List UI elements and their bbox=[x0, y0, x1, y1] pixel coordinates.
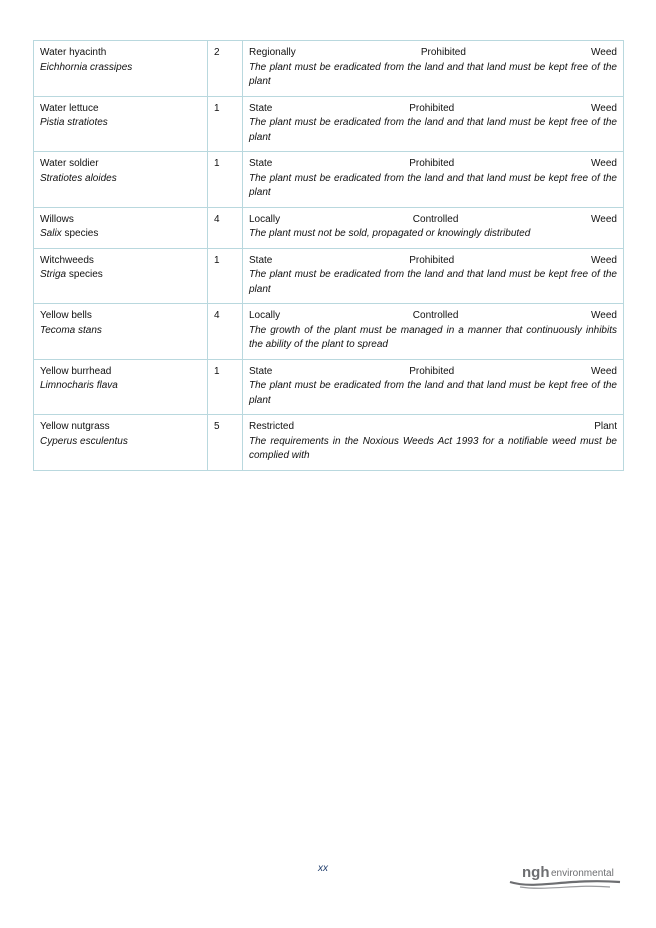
weed-class-word: Weed bbox=[591, 47, 617, 58]
scientific-genus: Cyperus esculentus bbox=[40, 435, 128, 447]
name-cell bbox=[34, 152, 208, 208]
weed-class-word: Prohibited bbox=[409, 254, 455, 266]
table-row bbox=[34, 304, 624, 360]
common-name: Witchweeds bbox=[40, 254, 94, 266]
control-requirement: The plant must be eradicated from the land and that land must be kept free of the plant bbox=[249, 380, 617, 406]
weed-class bbox=[249, 102, 617, 117]
scientific-name bbox=[40, 172, 201, 187]
weed-class-word: State bbox=[249, 158, 273, 169]
control-cell bbox=[243, 152, 624, 208]
control-cell bbox=[243, 248, 624, 304]
weed-class-word: Prohibited bbox=[409, 158, 455, 169]
weed-class-word: Weed bbox=[591, 102, 617, 114]
category-cell: 5 bbox=[208, 415, 243, 471]
common-name: Water lettuce bbox=[40, 102, 99, 114]
scientific-name bbox=[40, 61, 201, 76]
weed-class bbox=[249, 420, 617, 435]
table-row bbox=[34, 207, 624, 248]
scientific-genus: Pistia stratiotes bbox=[40, 117, 108, 128]
weed-class-word: Locally bbox=[249, 310, 281, 321]
table-row bbox=[34, 152, 624, 208]
table-row bbox=[34, 359, 624, 415]
weed-class bbox=[249, 157, 617, 172]
name-cell bbox=[34, 359, 208, 415]
scientific-name bbox=[40, 227, 201, 242]
ngh-environmental-logo bbox=[506, 860, 624, 892]
weed-class bbox=[249, 46, 617, 61]
control-cell bbox=[243, 207, 624, 248]
weed-class-word: Weed bbox=[591, 365, 617, 377]
weed-class-word: State bbox=[249, 254, 273, 266]
weed-class bbox=[249, 365, 617, 380]
weed-class-word: Prohibited bbox=[420, 47, 466, 58]
category-cell: 1 bbox=[208, 152, 243, 208]
logo-swoosh bbox=[510, 881, 620, 885]
scientific-genus: Tecoma stans bbox=[40, 324, 102, 336]
weed-class-word: Plant bbox=[594, 421, 617, 432]
logo-text-ngh: ngh bbox=[522, 864, 550, 881]
weed-class-word: Weed bbox=[591, 213, 617, 225]
scientific-suffix: species bbox=[61, 228, 99, 239]
weed-class-word: Weed bbox=[591, 310, 617, 321]
table-row bbox=[34, 248, 624, 304]
name-cell bbox=[34, 304, 208, 360]
scientific-genus: Striga bbox=[40, 269, 67, 280]
weed-class bbox=[249, 309, 617, 324]
weed-class-word: Prohibited bbox=[409, 365, 455, 377]
table-row bbox=[34, 41, 624, 97]
category-cell: 2 bbox=[208, 41, 243, 97]
weed-class bbox=[249, 254, 617, 269]
scientific-name bbox=[40, 268, 201, 283]
weed-class bbox=[249, 213, 617, 228]
scientific-genus: Stratiotes aloides bbox=[40, 172, 117, 184]
control-requirement: The plant must be eradicated from the land and that land must be kept free of the plant bbox=[249, 117, 617, 143]
scientific-genus: Eichhornia crassipes bbox=[40, 61, 133, 73]
category-cell: 4 bbox=[208, 207, 243, 248]
control-cell bbox=[243, 415, 624, 471]
control-requirement: The plant must not be sold, propagated or knowingly distributed bbox=[249, 228, 531, 239]
scientific-name bbox=[40, 435, 201, 450]
control-cell bbox=[243, 41, 624, 97]
control-requirement: The plant must be eradicated from the land and that land must be kept free of the plant bbox=[249, 269, 617, 295]
category-cell: 4 bbox=[208, 304, 243, 360]
control-cell bbox=[243, 359, 624, 415]
weed-class-word: Controlled bbox=[412, 213, 459, 225]
control-requirement: The plant must be eradicated from the land and that land must be kept free of the plant bbox=[249, 172, 617, 198]
name-cell bbox=[34, 96, 208, 152]
scientific-suffix: species bbox=[66, 269, 103, 280]
weed-class-word: Regionally bbox=[249, 47, 296, 58]
common-name: Yellow burrhead bbox=[40, 365, 112, 377]
weed-class-word: Prohibited bbox=[409, 102, 455, 114]
weed-class-word: Weed bbox=[591, 254, 617, 266]
category-cell: 1 bbox=[208, 359, 243, 415]
common-name: Water soldier bbox=[40, 158, 99, 169]
scientific-name bbox=[40, 116, 201, 131]
category-cell: 1 bbox=[208, 96, 243, 152]
name-cell bbox=[34, 207, 208, 248]
scientific-genus: Limnocharis flava bbox=[40, 380, 118, 391]
weed-class-word: Controlled bbox=[412, 310, 459, 321]
scientific-genus: Salix bbox=[40, 228, 62, 239]
weed-class-word: State bbox=[249, 365, 273, 377]
common-name: Yellow bells bbox=[40, 310, 92, 321]
control-requirement: The growth of the plant must be managed in a manner that continuously inhibits the ability of the plant to spread bbox=[249, 324, 617, 350]
name-cell bbox=[34, 41, 208, 97]
table-row bbox=[34, 96, 624, 152]
table-row bbox=[34, 415, 624, 471]
weed-class-word: Restricted bbox=[249, 421, 295, 432]
scientific-name bbox=[40, 324, 201, 339]
control-cell bbox=[243, 304, 624, 360]
weed-class-word: Weed bbox=[591, 158, 617, 169]
common-name: Willows bbox=[40, 213, 74, 225]
scientific-name bbox=[40, 379, 201, 394]
category-cell: 1 bbox=[208, 248, 243, 304]
weed-class-word: Locally bbox=[249, 213, 281, 225]
control-requirement: The plant must be eradicated from the land and that land must be kept free of the plant bbox=[249, 61, 617, 87]
weed-table bbox=[33, 40, 624, 471]
common-name: Yellow nutgrass bbox=[40, 421, 110, 432]
weed-class-word: State bbox=[249, 102, 273, 114]
name-cell bbox=[34, 415, 208, 471]
name-cell bbox=[34, 248, 208, 304]
weed-table-body bbox=[34, 41, 624, 471]
page-number: xx bbox=[318, 863, 328, 874]
common-name: Water hyacinth bbox=[40, 47, 107, 58]
control-requirement: The requirements in the Noxious Weeds Act 1993 for a notifiable weed must be complied with bbox=[249, 435, 617, 461]
logo-swoosh-2 bbox=[520, 886, 610, 888]
logo-text-environmental: environmental bbox=[551, 868, 614, 879]
control-cell bbox=[243, 96, 624, 152]
